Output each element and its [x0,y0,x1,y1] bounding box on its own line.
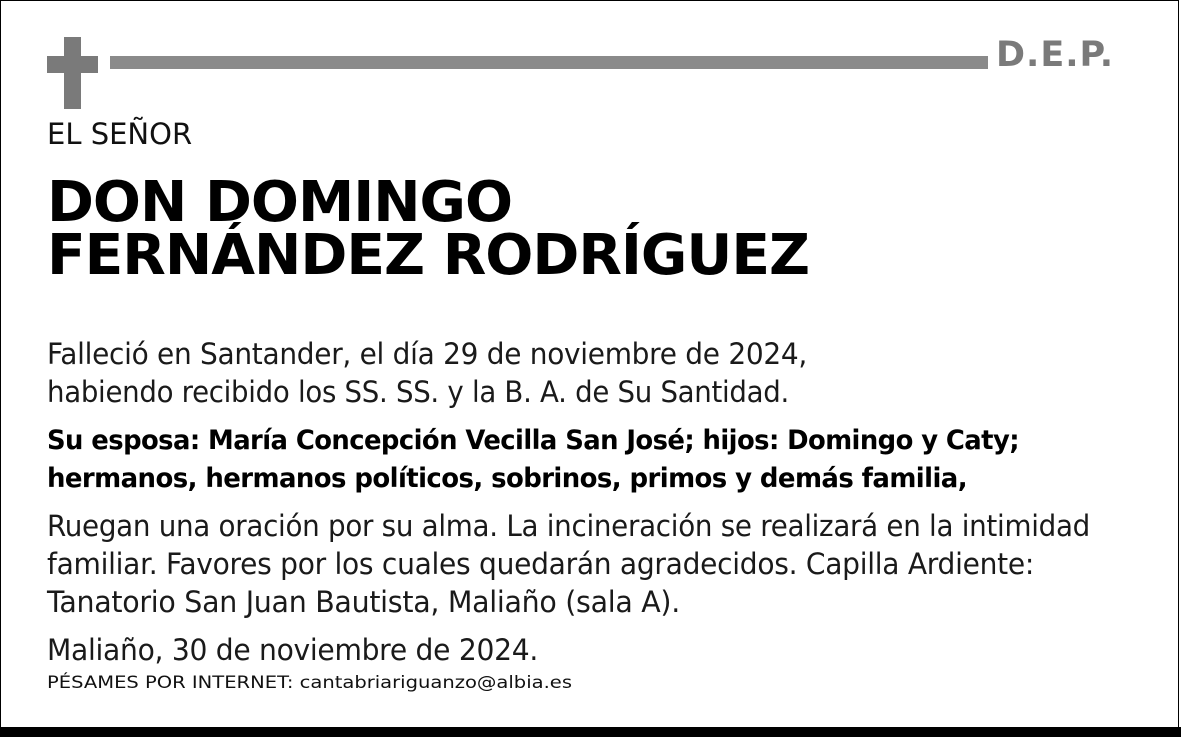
deceased-name-line2: FERNÁNDEZ RODRÍGUEZ [47,223,809,288]
request-line1: Ruegan una oración por su alma. La incineración se realizará en la intimidad [47,509,1090,543]
cross-horizontal-bar [47,56,98,73]
family-line2: hermanos, hermanos políticos, sobrinos, primos y demás familia, [47,463,967,494]
death-info-line1: Falleció en Santander, el día 29 de noviembre de 2024, [47,337,807,371]
header-rule [110,56,988,69]
dep-label: D.E.P. [996,35,1115,75]
request-line2: familiar. Favores por los cuales quedarán agradecidos. Capilla Ardiente: [47,547,1034,581]
request-line3: Tanatorio San Juan Bautista, Maliaño (sala A). [47,585,680,619]
cross-vertical-bar [64,37,81,109]
condolences-email: PÉSAMES POR INTERNET: cantabriariguanzo@albia.es [47,673,572,693]
family-line1: Su esposa: María Concepción Vecilla San José; hijos: Domingo y Caty; [47,425,1019,456]
title-prefix: EL SEÑOR [47,117,193,151]
death-info-line2: habiendo recibido los SS. SS. y la B. A. de Su Santidad. [47,375,789,409]
deceased-name-line1: DON DOMINGO [47,170,512,235]
bottom-border [0,727,1181,737]
place-date: Maliaño, 30 de noviembre de 2024. [47,633,538,667]
